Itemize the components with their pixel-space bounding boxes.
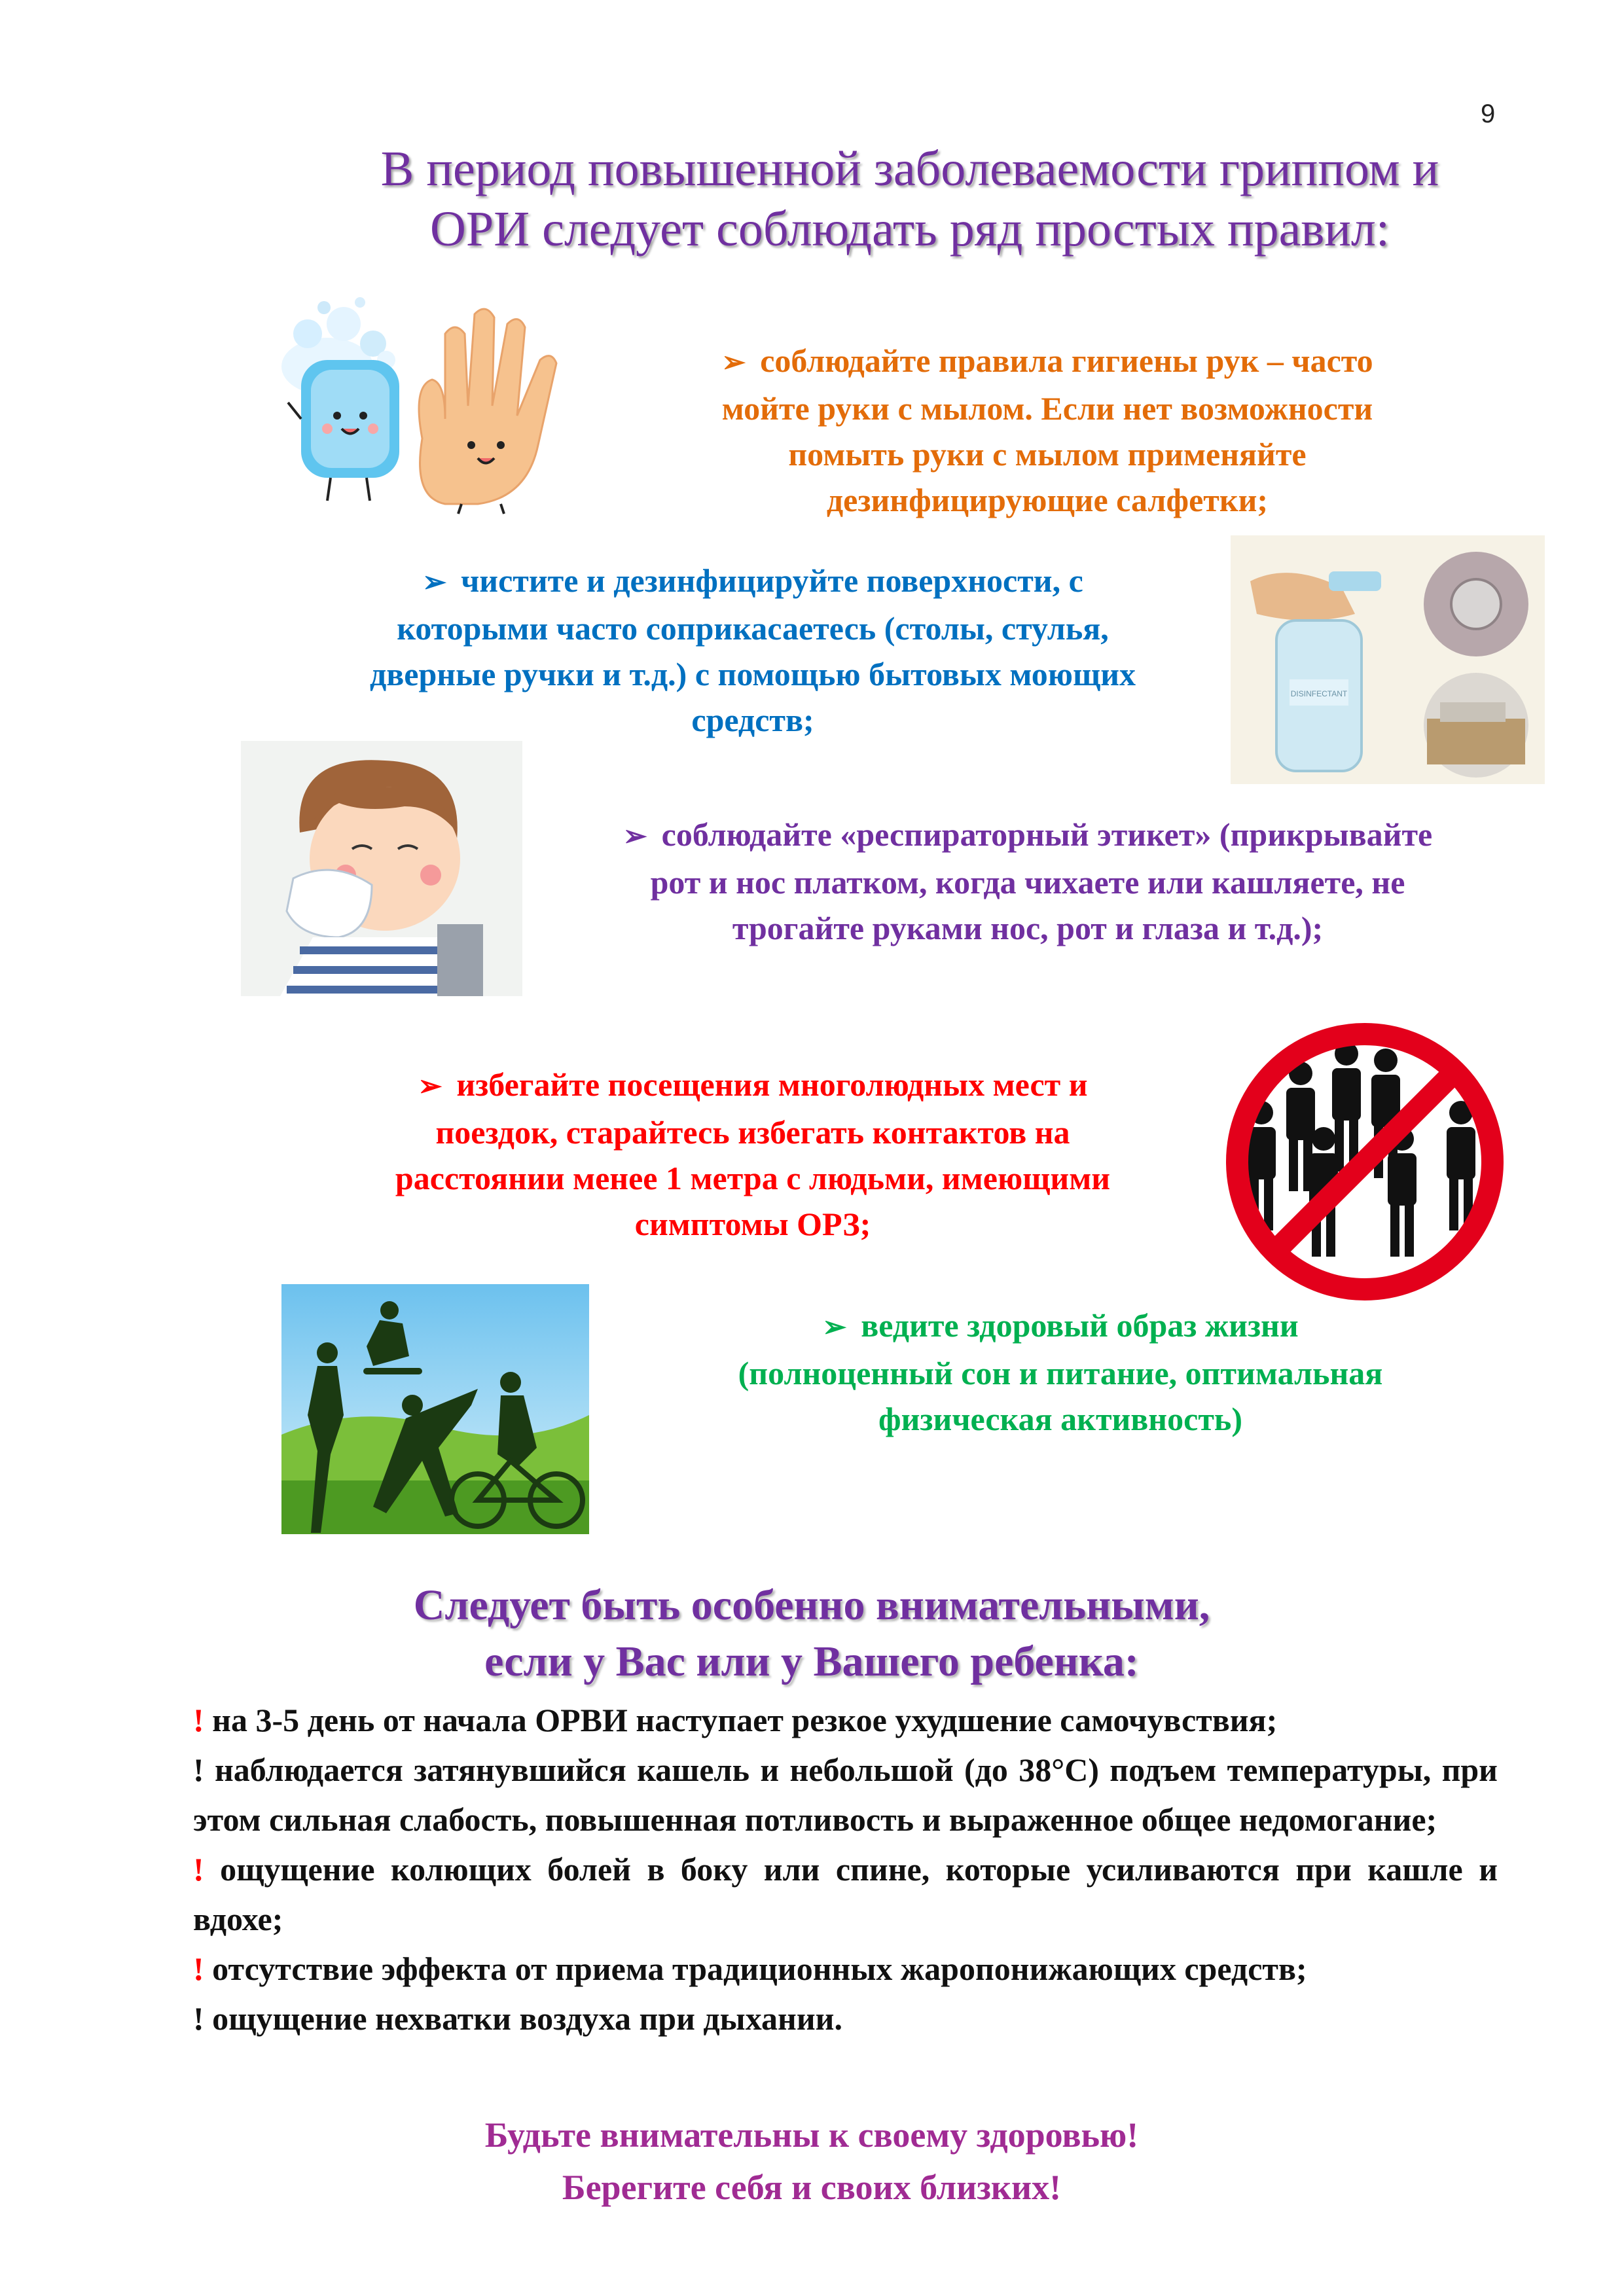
soap-and-hand-illustration: [281, 288, 602, 517]
rule-4-line-4: симптомы ОРЗ;: [634, 1206, 871, 1242]
rule-4-line-1: ➢ избегайте посещения многолюдных мест и: [418, 1066, 1088, 1103]
rule-2-line-4: средств;: [691, 702, 814, 738]
rule-4-line-2: поездок, старайтесь избегать контактов на: [435, 1114, 1070, 1151]
subtitle-line-2: если у Вас или у Вашего ребенка:: [484, 1638, 1139, 1685]
rule-healthy-lifestyle: [655, 1302, 1466, 1442]
arrow-bullet-icon: ➢: [422, 566, 447, 598]
symptom-item: ! наблюдается затянувшийся кашель и небольшой (до 38°С) подъем температуры, при этом сильная слабость, повышенная потливость и выраженное общее недомогание;: [193, 1751, 1498, 1838]
symptoms-list: [193, 1695, 1498, 2043]
rule-2-line-3: дверные ручки и т.д.) с помощью бытовых моющих: [369, 656, 1136, 692]
page-number: 9: [1481, 99, 1496, 128]
rule-3-line-2: рот и нос платком, когда чихаете или кашляете, не: [650, 864, 1405, 901]
healthy-lifestyle-illustration: [281, 1284, 589, 1534]
title-line-1: В период повышенной заболеваемости гриппом и: [380, 141, 1439, 196]
disinfectant-spray-illustration: [1231, 535, 1545, 784]
rule-3-line-1: ➢ соблюдайте «респираторный этикет» (прикрывайте: [623, 816, 1433, 853]
rule-5-line-2: (полноценный сон и питание, оптимальная: [738, 1355, 1383, 1391]
rule-1-line-1: ➢ соблюдайте правила гигиены рук – часто: [721, 342, 1373, 379]
section-subtitle: [183, 1577, 1440, 1690]
no-crowd-sign-illustration: [1211, 1021, 1519, 1302]
rule-5-line-1: ➢ ведите здоровый образ жизни: [822, 1307, 1299, 1344]
rule-1-line-3: помыть руки с мылом применяйте: [788, 436, 1307, 473]
title-line-2: ОРИ следует соблюдать ряд простых правил:: [430, 202, 1390, 257]
closing-message: [196, 2109, 1427, 2214]
sneezing-child-illustration: [241, 741, 522, 996]
page-title: [288, 139, 1532, 259]
closing-line-2: Берегите себя и своих близких!: [562, 2168, 1062, 2207]
rule-5-line-3: физическая активность): [878, 1401, 1242, 1437]
exclamation-icon: !: [193, 1751, 204, 1788]
rule-2-line-2: которыми часто соприкасаетесь (столы, стулья,: [397, 610, 1109, 647]
exclamation-icon: !: [193, 1851, 204, 1888]
symptom-item: ! ощущение колющих болей в боку или спине, которые усиливаются при кашле и вдохе;: [193, 1851, 1498, 1937]
rule-1-line-4: дезинфицирующие салфетки;: [826, 482, 1269, 518]
symptom-item: ! отсутствие эффекта от приема традиционных жаропонижающих средств;: [193, 1950, 1307, 1987]
rule-4-line-3: расстоянии менее 1 метра с людьми, имеющими: [395, 1160, 1111, 1196]
rule-avoid-crowds: [288, 1062, 1218, 1247]
rule-2-line-1: ➢ чистите и дезинфицируйте поверхности, с: [422, 562, 1083, 599]
arrow-bullet-icon: ➢: [623, 820, 647, 852]
exclamation-icon: !: [193, 2000, 204, 2037]
closing-line-1: Будьте внимательны к своему здоровью!: [484, 2115, 1139, 2155]
subtitle-line-1: Следует быть особенно внимательными,: [413, 1581, 1210, 1629]
exclamation-icon: !: [193, 1950, 204, 1987]
rule-hand-hygiene: [655, 338, 1440, 523]
rule-surface-cleaning: [288, 558, 1218, 743]
exclamation-icon: !: [193, 1702, 204, 1738]
spray-label-text: DISINFECTANT: [1290, 689, 1348, 698]
symptom-item: ! на 3-5 день от начала ОРВИ наступает резкое ухудшение самочувствия;: [193, 1702, 1278, 1738]
rule-1-line-2: мойте руки с мылом. Если нет возможности: [721, 390, 1373, 427]
arrow-bullet-icon: ➢: [822, 1311, 847, 1343]
rule-respiratory-etiquette: [537, 812, 1519, 951]
arrow-bullet-icon: ➢: [418, 1070, 442, 1102]
rule-3-line-3: трогайте руками нос, рот и глаза и т.д.);: [732, 910, 1324, 946]
arrow-bullet-icon: ➢: [721, 346, 746, 378]
symptom-item: ! ощущение нехватки воздуха при дыхании.: [193, 2000, 842, 2037]
